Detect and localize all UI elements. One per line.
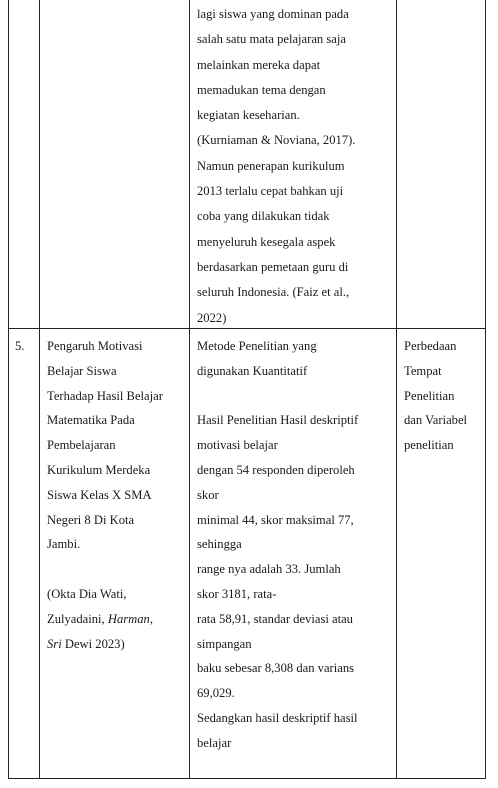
text-line: memadukan tema dengan <box>197 82 326 97</box>
citation-author-italic: Sri <box>47 636 62 651</box>
title-line: Negeri 8 Di Kota <box>47 512 135 527</box>
title-line: Jambi. <box>47 537 81 552</box>
difference-line: Tempat <box>404 363 442 378</box>
difference-line: penelitian <box>404 438 454 453</box>
title-line: Terhadap Hasil Belajar <box>47 388 163 403</box>
result-line: minimal 44, skor maksimal 77, <box>197 512 354 527</box>
text-line: (Kurniaman & Noviana, 2017). <box>197 133 356 148</box>
text-line: lagi siswa yang dominan pada <box>197 7 349 21</box>
method-line: Metode Penelitian yang <box>197 339 317 353</box>
title-line: Matematika Pada <box>47 413 135 428</box>
spacer <box>47 557 189 582</box>
number-cell <box>9 329 40 778</box>
text-line: seluruh Indonesia. (Faiz et al., <box>197 285 350 300</box>
title-line: Siswa Kelas X SMA <box>47 487 152 502</box>
citation-text: Dewi 2023) <box>61 636 125 651</box>
result-line: simpangan <box>197 636 252 651</box>
text-line: salah satu mata pelajaran saja <box>197 32 346 47</box>
difference-cell <box>397 0 485 328</box>
result-line: Hasil Penelitian Hasil deskriptif <box>197 413 359 428</box>
title-line: Kurikulum Merdeka <box>47 462 151 477</box>
title-cell <box>40 0 190 328</box>
result-line: skor 3181, rata- <box>197 586 277 601</box>
citation-line: (Okta Dia Wati, <box>47 586 127 601</box>
title-line: Pengaruh Motivasi <box>47 339 143 353</box>
text-line: 2022) <box>197 310 227 325</box>
findings-cell <box>190 0 397 328</box>
text-line: menyeluruh kesegala aspek <box>197 234 336 249</box>
title-line: Belajar Siswa <box>47 363 117 378</box>
citation-author-italic: Harman <box>107 611 150 626</box>
citation-text: , <box>149 611 153 626</box>
citation-line <box>47 607 189 632</box>
text-line: berdasarkan pemetaan guru di <box>197 259 349 274</box>
result-line: motivasi belajar <box>197 438 278 453</box>
result-line: Sedangkan hasil deskriptif hasil <box>197 710 358 725</box>
result-line: belajar <box>197 735 232 750</box>
table-row <box>9 329 485 778</box>
table-row <box>9 0 485 329</box>
findings-cell <box>190 329 397 778</box>
result-line: skor <box>197 487 219 502</box>
difference-line: Perbedaan <box>404 339 457 353</box>
result-line: sehingga <box>197 537 242 552</box>
result-line: range nya adalah 33. Jumlah <box>197 562 341 577</box>
result-line: baku sebesar 8,308 dan varians <box>197 661 355 676</box>
text-line: 2013 terlalu cepat bahkan uji <box>197 184 344 199</box>
difference-line: Penelitian <box>404 388 455 403</box>
result-line: rata 58,91, standar deviasi atau <box>197 611 353 626</box>
text-line: kegiatan keseharian. <box>197 108 300 123</box>
literature-table <box>8 0 486 779</box>
number-cell <box>9 0 40 328</box>
result-line: 69,029. <box>197 686 235 701</box>
result-line: dengan 54 responden diperoleh <box>197 462 355 477</box>
text-line: coba yang dilakukan tidak <box>197 209 330 224</box>
row-number: 5. <box>15 339 25 353</box>
difference-cell <box>397 329 485 778</box>
difference-line: dan Variabel <box>404 413 468 428</box>
citation-text: Zulyadaini, <box>47 611 108 626</box>
citation-line <box>47 632 189 657</box>
method-line: digunakan Kuantitatif <box>197 363 308 378</box>
text-line: melainkan mereka dapat <box>197 57 321 72</box>
title-cell <box>40 329 190 778</box>
spacer <box>197 384 396 409</box>
text-line: Namun penerapan kurikulum <box>197 158 345 173</box>
title-line: Pembelajaran <box>47 438 116 453</box>
